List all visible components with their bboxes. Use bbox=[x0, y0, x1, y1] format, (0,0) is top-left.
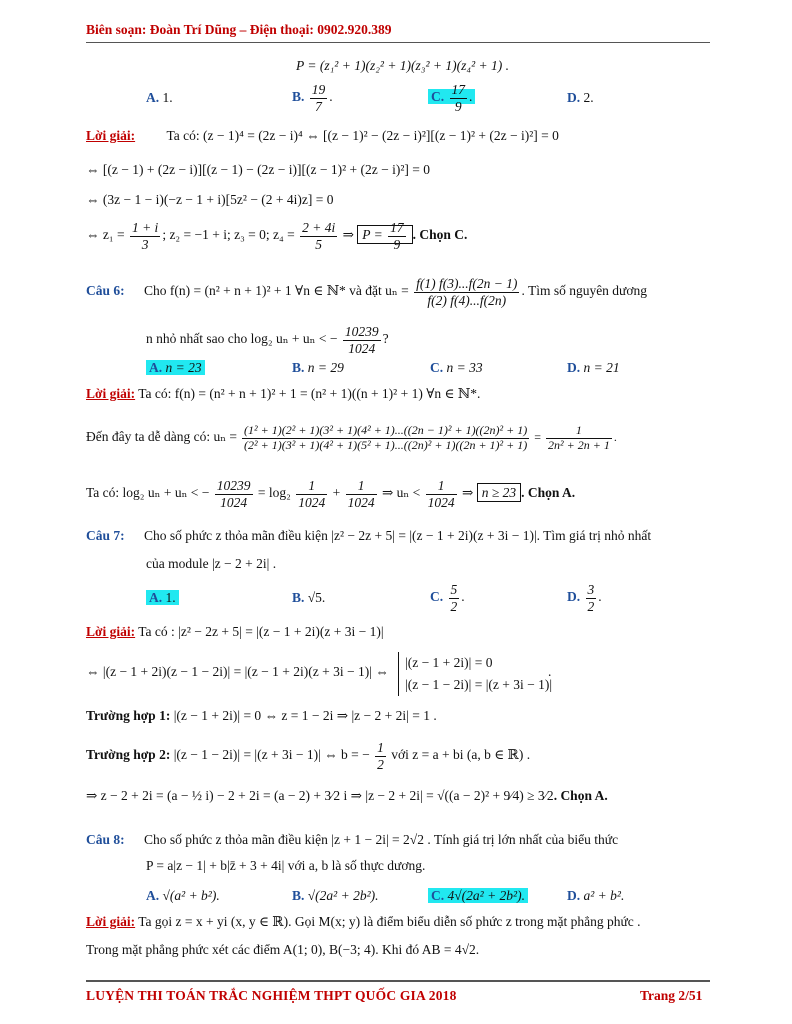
q5-solution-line2: ⇔ [(z − 1) + (2z − i)][(z − 1) − (2z − i)][(z − 1)² + (2z − i)²] = 0 bbox=[86, 162, 430, 177]
q6-option-a: A. n = 23 bbox=[146, 360, 205, 376]
q5-option-c: C. $\frac{17}{9}$ . bbox=[428, 82, 475, 114]
q5-solution-line3: ⇔ (3z − 1 − i)(−z − 1 + i)[5z² − (2 + 4i)z] = 0 bbox=[86, 192, 334, 207]
q7-solution-cases: |(z − 1 + 2i)| = 0 |(z − 1 − 2i)| = |(z + 3i − 1)| bbox=[398, 652, 552, 696]
q6-option-c: C. n = 33 bbox=[430, 360, 483, 375]
q6-option-d: D. n = 21 bbox=[567, 360, 620, 375]
q5-option-b: B. $\frac{19}{7}$ . bbox=[292, 82, 333, 114]
q7-solution-line3: ⇒ z − 2 + 2i = (a − ½ i) − 2 + 2i = (a − 2) + 3⁄2 i ⇒ |z − 2 + 2i| = √((a − 2)² + 9⁄4) ≥ 3⁄2. Chọn A. bbox=[86, 788, 608, 803]
q6-solution-line2: Đến đây ta dễ dàng có: uₙ = (1² + 1)(2² + 1)(3² + 1)(4² + 1)...((2n − 1)² + 1)((2n)² + 1) (2² + 1)(3² + 1)(4² + 1)(5² + 1)...((2n)² + 1)((2n + 1)² + 1) = $\frac{1}{\text{2n² + 2n + 1}}$ . bbox=[86, 423, 617, 452]
q6-stem-line2: n nhỏ nhất sao cho log₂ uₙ + uₙ < − $\frac{10239}{1024}$ ? bbox=[146, 324, 389, 356]
q7-case2: Trường hợp 2: |(z − 1 − 2i)| = |(z + 3i − 1)| ⇔ b = − $\frac{1}{2}$ với z = a + bi (a, b ∈ ℝ) . bbox=[86, 740, 531, 772]
q8-option-b: B. √(2a² + 2b²). bbox=[292, 888, 379, 903]
q6-solution-line3: Ta có: log₂ uₙ + uₙ < − $\frac{10239}{1024}$ = log₂ $\frac{1}{1024}$ + $\frac{1}{1024}$ ⇒ uₙ < $\frac{1}{1024}$ ⇒ n ≥ 23 . Chọn A. bbox=[86, 478, 576, 510]
q7-option-a: A. 1. bbox=[146, 590, 179, 606]
header-rule bbox=[86, 42, 710, 43]
q7-solution-line2-end: . bbox=[548, 664, 552, 679]
q7-option-b: B. √5. bbox=[292, 590, 326, 605]
q8-solution-line1: Lời giải: Ta gọi z = x + yi (x, y ∈ ℝ). Gọi M(x; y) là điểm biểu diễn số phức z trong mặt phẳng phức . bbox=[86, 914, 641, 929]
q8-option-c: C. 4√(2a² + 2b²). bbox=[428, 888, 528, 904]
header-author: Biên soạn: Đoàn Trí Dũng – Điện thoại: 0902.920.389 bbox=[86, 22, 392, 37]
q7-stem-line1: Câu 7: Cho số phức z thỏa mãn điều kiện |z² − 2z + 5| = |(z − 1 + 2i)(z + 3i − 1)|. Tìm giá trị nhỏ nhất bbox=[86, 528, 652, 543]
q5-option-a: A. 1. bbox=[146, 90, 173, 105]
q5-solution-line4: ⇔ z₁ = $\frac{1 + i}{3}$ ; z₂ = −1 + i; z₃ = 0; z₄ = $\frac{2 + 4i}{5}$ ⇒ P = $\frac{17}{9}$ . Chọn C. bbox=[86, 220, 468, 252]
q7-solution-line1: Lời giải: Ta có : |z² − 2z + 5| = |(z − 1 + 2i)(z + 3i − 1)| bbox=[86, 624, 384, 639]
q6-stem-line1: Câu 6: Cho f(n) = (n² + n + 1)² + 1 ∀n ∈ ℕ* và đặt uₙ = $\frac{f(1) f(3)...f(2n - 1)}{f(2) f(4)...f(2n)}$ . Tìm số nguyên dương bbox=[86, 276, 648, 308]
q7-solution-line2: ⇔ |(z − 1 + 2i)(z − 1 − 2i)| = |(z − 1 + 2i)(z + 3i − 1)| ⇔ bbox=[86, 664, 389, 679]
q7-case1: Trường hợp 1: |(z − 1 + 2i)| = 0 ⇔ z = 1 − 2i ⇒ |z − 2 + 2i| = 1 . bbox=[86, 708, 437, 723]
q7-option-d: D. $\frac{3}{2}$ . bbox=[567, 582, 602, 614]
q5-formula: P = (z₁² + 1)(z₂² + 1)(z₃² + 1)(z₄² + 1) . bbox=[296, 58, 509, 73]
q8-stem-line1: Câu 8: Cho số phức z thỏa mãn điều kiện |z + 1 − 2i| = 2√2 . Tính giá trị lớn nhất của biểu thức bbox=[86, 832, 619, 847]
q8-solution-line2: Trong mặt phẳng phức xét các điểm A(1; 0), B(−3; 4). Khi đó AB = 4√2. bbox=[86, 942, 480, 957]
q6-solution-line1: Lời giải: Ta có: f(n) = (n² + n + 1)² + 1 = (n² + 1)((n + 1)² + 1) ∀n ∈ ℕ*. bbox=[86, 386, 481, 401]
q8-option-a: A. √(a² + b²). bbox=[146, 888, 220, 903]
q8-option-d: D. a² + b². bbox=[567, 888, 625, 903]
page-number: Trang 2/51 bbox=[640, 988, 703, 1003]
q5-option-d: D. 2. bbox=[567, 90, 594, 105]
q5-solution-line1: Lời giải: Ta có: (z − 1)⁴ = (2z − i)⁴ ⇔ [(z − 1)² − (2z − i)²][(z − 1)² + (2z − i)²] = 0 bbox=[86, 128, 559, 143]
footer-title: LUYỆN THI TOÁN TRẮC NGHIỆM THPT QUỐC GIA 2018 bbox=[86, 988, 457, 1003]
q7-stem-line2: của module |z − 2 + 2i| . bbox=[146, 556, 277, 571]
q7-option-c: C. $\frac{5}{2}$ . bbox=[430, 582, 465, 614]
q8-stem-line2: P = a|z − 1| + b|z̄ + 3 + 4i| với a, b là số thực dương. bbox=[146, 858, 426, 873]
footer-rule bbox=[86, 980, 710, 982]
q6-option-b: B. n = 29 bbox=[292, 360, 344, 375]
